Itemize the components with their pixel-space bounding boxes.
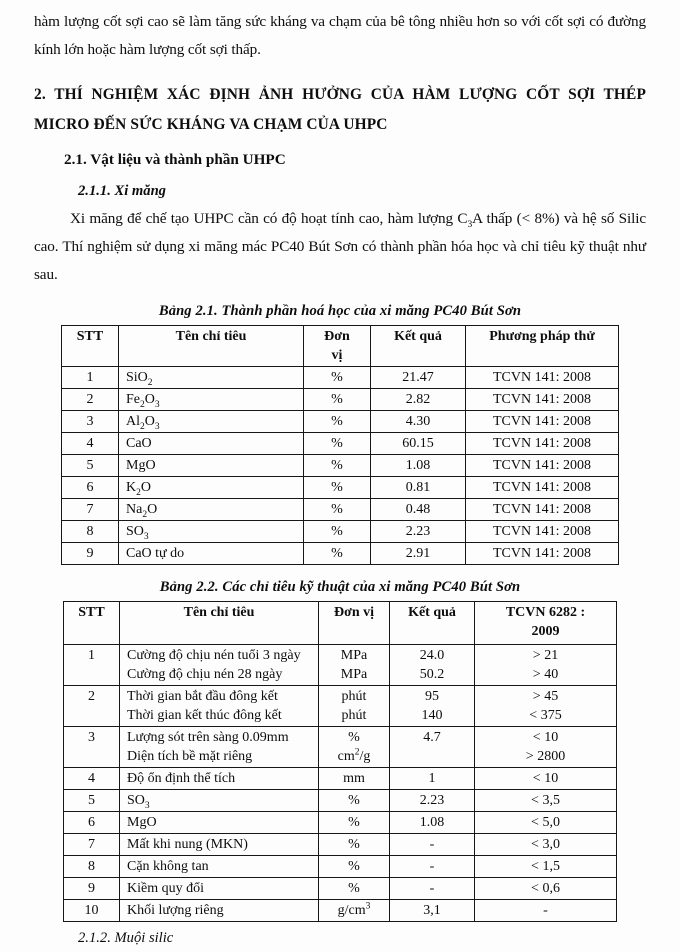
table1-header-name: Tên chỉ tiêu (119, 326, 304, 367)
table2-cell-stt: 6 (64, 812, 120, 834)
table1-cell-unit: % (304, 521, 371, 543)
table2-cell-standard: > 21 > 40 (475, 645, 617, 686)
table2-cell-unit: % (319, 834, 390, 856)
table2-header-row (64, 602, 617, 645)
table2-cell-result: 1.08 (390, 812, 475, 834)
table1-header-stt: STT (62, 326, 119, 367)
table2-cell-name: Khối lượng riêng (120, 900, 319, 922)
subsection-heading-2-1-1: 2.1.1. Xi măng (78, 183, 166, 199)
table2-cell-stt: 8 (64, 856, 120, 878)
table1-cell-stt: 1 (62, 367, 119, 389)
table-chemical-composition (61, 325, 619, 565)
table2-cell-result: - (390, 878, 475, 900)
table-row (64, 834, 617, 856)
table-row (64, 900, 617, 922)
table2-cell-stt: 10 (64, 900, 120, 922)
table1-cell-name: $Fe_2O_3$ (119, 389, 304, 411)
table2-cell-unit: % (319, 812, 390, 834)
table-row (62, 543, 619, 565)
subsection-heading-2-1: 2.1. Vật liệu và thành phần UHPC (64, 151, 286, 168)
table1-cell-result: 0.81 (371, 477, 466, 499)
table1-cell-result: 4.30 (371, 411, 466, 433)
table1-cell-stt: 6 (62, 477, 119, 499)
table2-cell-standard: < 0,6 (475, 878, 617, 900)
paragraph-cement-part1: Xi măng để chế tạo UHPC cần có độ hoạt tính cao, hàm lượng C (70, 210, 468, 227)
table1-cell-unit: % (304, 389, 371, 411)
table2-cell-stt: 1 (64, 645, 120, 686)
table1-cell-stt: 7 (62, 499, 119, 521)
table1-cell-result: 2.23 (371, 521, 466, 543)
table2-cell-standard: < 5,0 (475, 812, 617, 834)
table1-cell-stt: 9 (62, 543, 119, 565)
table2-cell-stt: 7 (64, 834, 120, 856)
table2-header-stt: STT (64, 602, 120, 645)
table1-cell-method: TCVN 141: 2008 (466, 499, 619, 521)
table1-cell-stt: 4 (62, 433, 119, 455)
table-row (62, 433, 619, 455)
table-row (64, 686, 617, 727)
table1-cell-stt: 3 (62, 411, 119, 433)
table1-caption: Bảng 2.1. Thành phần hoá học của xi măng PC40 Bút Sơn (158, 303, 522, 319)
table2-cell-stt: 2 (64, 686, 120, 727)
table1-cell-result: 2.82 (371, 389, 466, 411)
table1-cell-method: TCVN 141: 2008 (466, 477, 619, 499)
table-row (64, 790, 617, 812)
table2-cell-unit: % $cm^2/g$ (319, 727, 390, 768)
table2-cell-result: - (390, 834, 475, 856)
table-row (62, 411, 619, 433)
table-row (62, 389, 619, 411)
table1-header-unit: Đơn vị (304, 326, 371, 367)
table2-cell-unit: % (319, 856, 390, 878)
table1-cell-method: TCVN 141: 2008 (466, 543, 619, 565)
table1-cell-stt: 2 (62, 389, 119, 411)
table2-caption: Bảng 2.2. Các chỉ tiêu kỹ thuật của xi măng PC40 Bút Sơn (159, 579, 521, 595)
table2-cell-result: 24.0 50.2 (390, 645, 475, 686)
table1-cell-method: TCVN 141: 2008 (466, 389, 619, 411)
table2-header-result: Kết quả (390, 602, 475, 645)
table1-cell-unit: % (304, 543, 371, 565)
table-row (62, 499, 619, 521)
subsection-heading-2-1-2: 2.1.2. Muội silic (78, 930, 174, 946)
table1-body (62, 367, 619, 565)
table-row (62, 455, 619, 477)
table1-cell-unit: % (304, 367, 371, 389)
table2-cell-name: $SO_3$ (120, 790, 319, 812)
section-heading-line-1: 2. THÍ NGHIỆM XÁC ĐỊNH ẢNH HƯỞNG CỦA HÀM LƯỢNG CỐT SỢI THÉP (34, 86, 646, 103)
table1-cell-unit: % (304, 477, 371, 499)
table1-cell-name: SiO$_2$ (119, 367, 304, 389)
table1-cell-result: 0.48 (371, 499, 466, 521)
paragraph-cement (34, 205, 646, 289)
table1-cell-unit: % (304, 411, 371, 433)
section-heading-2 (34, 80, 646, 140)
table1-cell-method: TCVN 141: 2008 (466, 411, 619, 433)
table1-cell-stt: 5 (62, 455, 119, 477)
table2-cell-unit: mm (319, 768, 390, 790)
table2-cell-name: Kiềm quy đổi (120, 878, 319, 900)
table2-cell-name: Cặn không tan (120, 856, 319, 878)
table1-cell-unit: % (304, 433, 371, 455)
table2-header-name: Tên chỉ tiêu (120, 602, 319, 645)
table2-cell-stt: 5 (64, 790, 120, 812)
table1-cell-name: MgO (119, 455, 304, 477)
table1-cell-stt: 8 (62, 521, 119, 543)
table-row (64, 812, 617, 834)
table1-cell-method: TCVN 141: 2008 (466, 367, 619, 389)
table1-cell-name: $Al_2O_3$ (119, 411, 304, 433)
table2-cell-name: Mất khi nung (MKN) (120, 834, 319, 856)
table-row (64, 878, 617, 900)
table-technical-specs (63, 601, 617, 922)
table1-cell-name: $K_2O$ (119, 477, 304, 499)
paragraph-cement-part2: A thấp (< 8%) và hệ số Silic cao. Thí nghiệm sử dụng xi măng mác PC40 Bút Sơn có thành phần hóa học và chỉ tiêu kỹ thuật như sau. (34, 210, 646, 283)
table2-cell-name: Cường độ chịu nén tuổi 3 ngày Cường độ chịu nén 28 ngày (120, 645, 319, 686)
table2-cell-result: 95 140 (390, 686, 475, 727)
table2-cell-result: 1 (390, 768, 475, 790)
table1-cell-name: CaO tự do (119, 543, 304, 565)
table2-cell-standard: < 3,0 (475, 834, 617, 856)
table2-header-standard: TCVN 6282 : 2009 (475, 602, 617, 645)
table1-cell-method: TCVN 141: 2008 (466, 455, 619, 477)
paragraph-cement-subscript: 3 (467, 220, 473, 231)
table2-body (64, 645, 617, 922)
section-heading-line-2: MICRO ĐẾN SỨC KHÁNG VA CHẠM CỦA UHPC (34, 116, 388, 133)
table2-cell-standard: < 1,5 (475, 856, 617, 878)
table1-cell-unit: % (304, 455, 371, 477)
table2-cell-stt: 3 (64, 727, 120, 768)
table2-cell-unit: phút phút (319, 686, 390, 727)
paragraph-continuation: hàm lượng cốt sợi cao sẽ làm tăng sức kháng va chạm của bê tông nhiều hơn so với cốt sợi có đường kính lớn hoặc hàm lượng cốt sợi thấp. (34, 13, 646, 58)
table2-cell-standard: < 3,5 (475, 790, 617, 812)
table2-cell-unit: % (319, 790, 390, 812)
table1-cell-name: $SO_3$ (119, 521, 304, 543)
table2-cell-standard: < 10 (475, 768, 617, 790)
table1-cell-result: 21.47 (371, 367, 466, 389)
table2-cell-name: Thời gian bắt đầu đông kết Thời gian kết thúc đông kết (120, 686, 319, 727)
table2-cell-result: 3,1 (390, 900, 475, 922)
table-row (64, 645, 617, 686)
table2-cell-unit: $g/cm^3$ (319, 900, 390, 922)
table1-header-row (62, 326, 619, 367)
table2-cell-result: - (390, 856, 475, 878)
table2-cell-stt: 4 (64, 768, 120, 790)
table-row (64, 856, 617, 878)
table1-cell-unit: % (304, 499, 371, 521)
table1-cell-name: $Na_2O$ (119, 499, 304, 521)
table2-cell-result: 4.7 (390, 727, 475, 768)
table1-cell-result: 2.91 (371, 543, 466, 565)
table2-cell-standard: > 45 < 375 (475, 686, 617, 727)
table1-cell-method: TCVN 141: 2008 (466, 521, 619, 543)
table2-cell-standard: - (475, 900, 617, 922)
table2-cell-unit: % (319, 878, 390, 900)
table2-cell-name: MgO (120, 812, 319, 834)
table2-cell-standard: < 10 > 2800 (475, 727, 617, 768)
table1-cell-result: 60.15 (371, 433, 466, 455)
table1-cell-name: CaO (119, 433, 304, 455)
table2-cell-result: 2.23 (390, 790, 475, 812)
table1-header-result: Kết quả (371, 326, 466, 367)
table-row (64, 768, 617, 790)
table2-cell-stt: 9 (64, 878, 120, 900)
table2-cell-name: Lượng sót trên sàng 0.09mm Diện tích bề mặt riêng (120, 727, 319, 768)
table2-header-unit: Đơn vị (319, 602, 390, 645)
table-row (64, 727, 617, 768)
table-row (62, 521, 619, 543)
table-row (62, 477, 619, 499)
table2-cell-unit: MPa MPa (319, 645, 390, 686)
table-row (62, 367, 619, 389)
table1-cell-method: TCVN 141: 2008 (466, 433, 619, 455)
table2-cell-name: Độ ổn định thể tích (120, 768, 319, 790)
table1-header-method: Phương pháp thử (466, 326, 619, 367)
table1-cell-result: 1.08 (371, 455, 466, 477)
